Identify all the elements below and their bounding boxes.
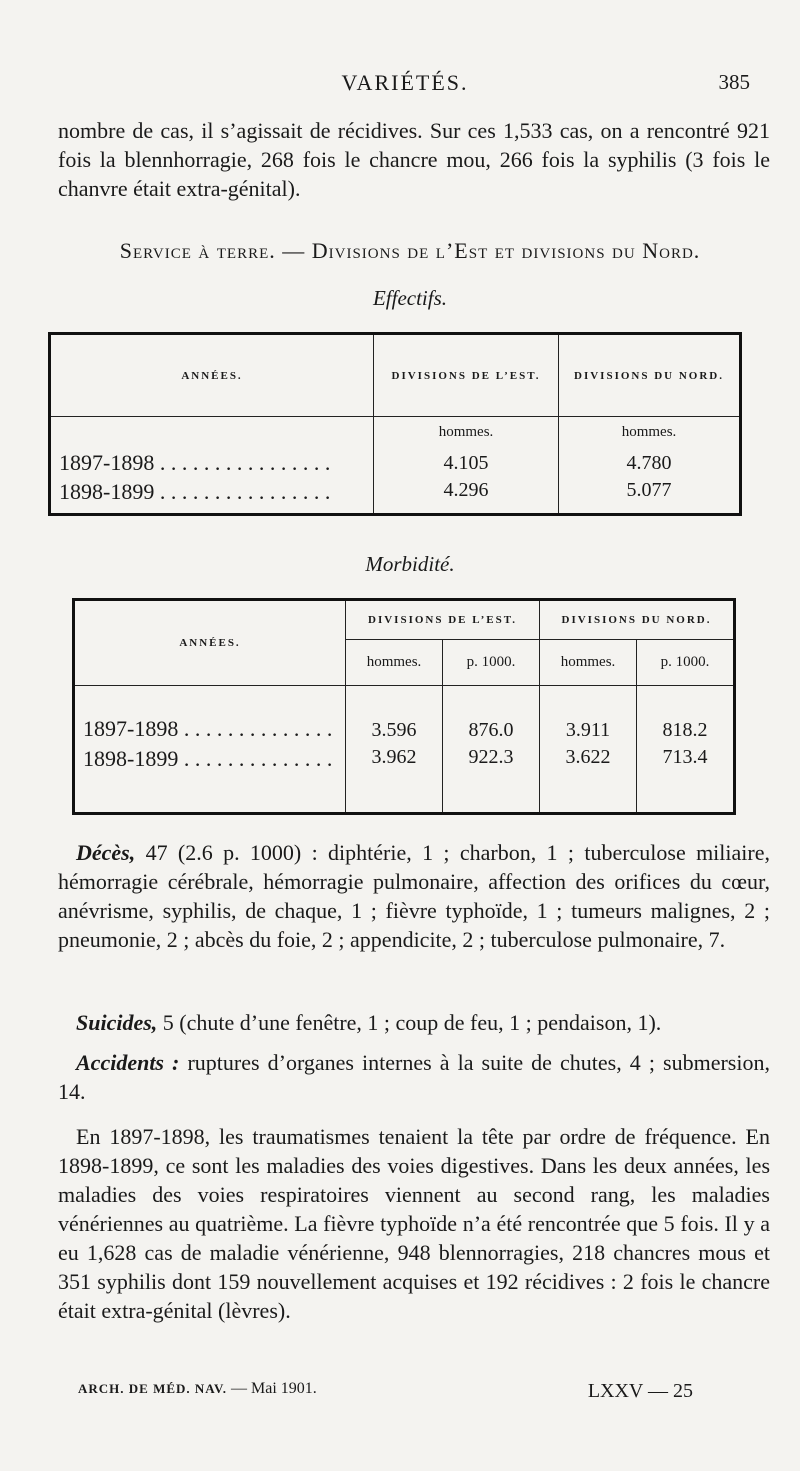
table-cell: 4.780 bbox=[559, 448, 741, 479]
col-annees: ANNÉES. bbox=[179, 637, 241, 649]
table2-caption: Morbidité. bbox=[365, 552, 455, 576]
table1-caption: Effectifs. bbox=[372, 286, 448, 310]
footer-journal bbox=[78, 1380, 317, 1398]
sub-hommes-nord: hommes. bbox=[540, 640, 637, 686]
intro-paragraph: nombre de cas, il s’agissait de récidives. Sur ces 1,533 cas, on a rencontré 921 fois la blennhorragie, 268 fois le chancre mou, 266 fois la syphilis (3 fois le chanvre était extra-génital). bbox=[58, 118, 770, 201]
table-row: 1897-1898 . . . . . . . . . . . . . . 3.596 876.0 3.911 818.2 bbox=[74, 686, 735, 742]
table-cell: 3.962 bbox=[346, 742, 443, 814]
year-label: 1897-1898 bbox=[83, 715, 179, 741]
suicides-paragraph bbox=[58, 1008, 770, 1037]
unit-est: hommes. bbox=[374, 417, 559, 448]
journal-abbrev: ARCH. DE MÉD. NAV. bbox=[78, 1381, 227, 1396]
table-cell: 4.105 bbox=[374, 448, 559, 479]
table-cell: 3.622 bbox=[540, 742, 637, 814]
table-cell: 876.0 bbox=[443, 686, 540, 742]
morbidite-table bbox=[72, 598, 736, 815]
page-footer bbox=[78, 1380, 693, 1410]
table-cell: 4.296 bbox=[374, 479, 559, 515]
suicides-lead: Suicides, bbox=[76, 1010, 158, 1035]
footer-signature: LXXV — 25 bbox=[587, 1380, 693, 1402]
section-title: Service à terre. — Divisions de l’Est et divisions du Nord. bbox=[119, 238, 701, 263]
table-cell: 3.911 bbox=[540, 686, 637, 742]
sub-p1000-nord: p. 1000. bbox=[637, 640, 735, 686]
running-title: VARIÉTÉS. bbox=[341, 70, 469, 95]
col-divisions-nord: DIVISIONS DU NORD. bbox=[559, 334, 741, 417]
col-divisions-est: DIVISIONS DE L’EST. bbox=[374, 334, 559, 417]
table-row: 1898-1899 . . . . . . . . . . . . . . 3.962 922.3 3.622 713.4 bbox=[74, 742, 735, 814]
year-label: 1897-1898 bbox=[59, 450, 155, 476]
accidents-lead: Accidents : bbox=[76, 1050, 180, 1075]
footer-date: — Mai 1901. bbox=[226, 1380, 317, 1397]
deces-text: 47 (2.6 p. 1000) : diphtérie, 1 ; charbon, 1 ; tuberculose miliaire, hémorragie cérébrale, hémorragie pulmonaire, affection des orifices du cœur, anévrisme, syphilis, de chaque, 1 ; fièvre typhoïde, 1 ; tumeurs malignes, 2 ; pneumonie, 2 ; abcès du foie, 2 ; appendicite, 2 ; tuberculose pulmonaire, 7. bbox=[58, 840, 770, 952]
accidents-paragraph bbox=[58, 1048, 770, 1106]
col-annees: ANNÉES. bbox=[181, 369, 243, 382]
col-divisions-nord: DIVISIONS DU NORD. bbox=[540, 600, 735, 640]
effectifs-table bbox=[48, 332, 742, 516]
deces-paragraph bbox=[58, 838, 770, 954]
closing-paragraph: En 1897-1898, les traumatismes tenaient la tête par ordre de fréquence. En 1898-1899, ce sont les maladies des voies digestives. Dans les deux années, les maladies des voies respiratoires viennent au second rang, les maladies vénériennes au quatrième. La fièvre typhoïde n’a été rencontrée que 5 fois. Il y a eu 1,628 cas de maladie vénérienne, 948 blennorragies, 218 chancres mous et 351 syphilis dont 159 nouvellement acquises et 192 récidives : 2 fois le chancre était extra-génital (lèvres). bbox=[58, 1124, 770, 1323]
suicides-text: 5 (chute d’une fenêtre, 1 ; coup de feu, 1 ; pendaison, 1). bbox=[157, 1010, 662, 1035]
accidents-text: ruptures d’organes internes à la suite de chutes, 4 ; submersion, 14. bbox=[58, 1050, 770, 1104]
table-row: 1897-1898 . . . . . . . . . . . . . . . . 4.105 4.780 bbox=[50, 448, 741, 479]
page-number: 385 bbox=[718, 70, 750, 94]
running-head bbox=[60, 70, 750, 100]
year-label: 1898-1899 bbox=[59, 478, 155, 504]
table-cell: 5.077 bbox=[559, 479, 741, 515]
table-cell: 713.4 bbox=[637, 742, 735, 814]
table-cell: 3.596 bbox=[346, 686, 443, 742]
sub-p1000-est: p. 1000. bbox=[443, 640, 540, 686]
deces-lead: Décès, bbox=[76, 840, 136, 865]
table-cell: 922.3 bbox=[443, 742, 540, 814]
year-label: 1898-1899 bbox=[83, 745, 179, 771]
table-cell: 818.2 bbox=[637, 686, 735, 742]
table-row: 1898-1899 . . . . . . . . . . . . . . . . 4.296 5.077 bbox=[50, 479, 741, 515]
unit-nord: hommes. bbox=[559, 417, 741, 448]
sub-hommes-est: hommes. bbox=[346, 640, 443, 686]
col-divisions-est: DIVISIONS DE L’EST. bbox=[346, 600, 540, 640]
